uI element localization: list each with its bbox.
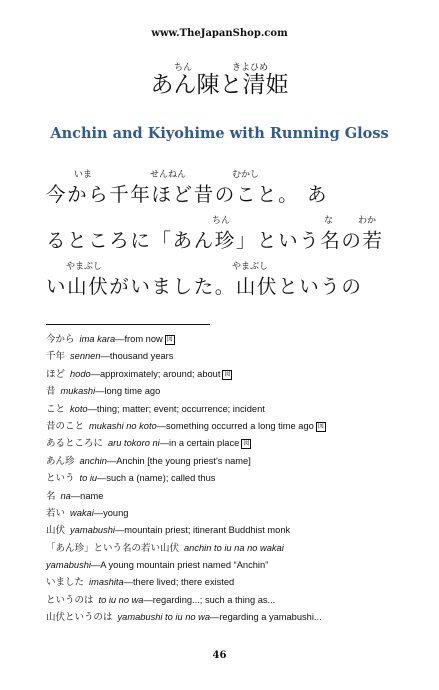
gloss-definition: —regarding a yamabushi...	[210, 612, 322, 623]
gloss-japanese: というのは	[46, 594, 94, 606]
passage-line-2	[46, 213, 406, 259]
gloss-item	[46, 592, 416, 609]
gloss-definition: —A young mountain priest named “Anchin”	[90, 560, 269, 571]
gloss-definition: —approximately; around; about	[90, 368, 221, 379]
diagram-icon[interactable]: 図	[243, 440, 250, 448]
furigana: ちん	[212, 216, 231, 226]
gloss-romaji: to iu no wa	[98, 594, 144, 605]
gloss-japanese: 名	[46, 490, 56, 502]
gloss-japanese: 若い	[46, 507, 66, 519]
gloss-japanese: 今から	[46, 334, 75, 345]
gloss-item	[46, 470, 416, 487]
gloss-definition: —mountain priest; itinerant Buddhist monk	[114, 525, 291, 536]
furigana: むかし	[232, 170, 260, 180]
gloss-romaji: yamabushi to iu no wa	[117, 612, 211, 623]
gloss-romaji: imashita	[89, 577, 124, 588]
gloss-item	[46, 488, 416, 505]
gloss-item	[46, 453, 416, 470]
gloss-definition: —thing; matter; event; occurrence; incident	[87, 403, 265, 414]
gloss-item	[46, 348, 416, 365]
gloss-romaji: yamabushi	[46, 560, 91, 571]
furigana: やまぶし	[66, 262, 103, 272]
gloss-romaji: to iu	[79, 473, 98, 484]
gloss-list	[46, 331, 416, 627]
passage-text: い山伏がいました。山伏というの	[46, 275, 363, 298]
gloss-japanese: という	[46, 473, 75, 485]
gloss-romaji: na	[60, 490, 71, 501]
furigana: わか	[358, 216, 377, 226]
gloss-japanese: 千年	[46, 351, 66, 363]
title-furigana	[0, 60, 439, 71]
gloss-romaji: hodo	[70, 368, 91, 379]
gloss-item	[46, 418, 416, 435]
gloss-definition: —long time ago	[95, 386, 161, 397]
gloss-item	[46, 331, 416, 348]
gloss-japanese: あるところに	[46, 438, 104, 450]
gloss-japanese: 山伏というのは	[46, 612, 113, 624]
gloss-item	[46, 609, 416, 626]
gloss-item	[46, 505, 416, 522]
gloss-definition: —regarding...; such a thing as...	[143, 594, 276, 605]
gloss-item	[46, 401, 416, 418]
title-furigana-kiyohime: きよひめ	[232, 63, 269, 73]
gloss-japanese: 昔のこと	[46, 420, 85, 432]
gloss-romaji: yamabushi	[70, 525, 115, 536]
passage-text: るところに「あん珍」という名の若	[46, 229, 384, 252]
gloss-japanese: あん珍	[46, 455, 75, 467]
gloss-japanese: 昔	[46, 386, 56, 398]
footnote-divider	[46, 324, 210, 325]
title-furigana-chin: ちん	[174, 63, 193, 73]
gloss-romaji: anchin	[79, 455, 107, 466]
gloss-romaji: mukashi no koto	[89, 420, 157, 431]
passage-text: 今から千年ほど昔のこと。 あ	[46, 183, 329, 206]
site-url: www.TheJapanShop.com	[151, 28, 288, 39]
story-passage	[46, 167, 406, 305]
gloss-item	[46, 366, 416, 383]
gloss-item	[46, 383, 416, 400]
gloss-item	[46, 574, 416, 591]
furigana: いま	[74, 170, 93, 180]
gloss-definition: —such a (name); called thus	[97, 473, 216, 484]
gloss-japanese: 山伏	[46, 525, 66, 537]
gloss-romaji: sennen	[70, 351, 101, 362]
gloss-definition: —something occurred a long time ago	[156, 420, 314, 431]
gloss-romaji: koto	[70, 403, 88, 414]
diagram-icon[interactable]: 図	[166, 336, 173, 343]
gloss-definition: —name	[70, 490, 104, 501]
gloss-japanese: いました	[46, 577, 85, 589]
gloss-item	[46, 557, 416, 574]
gloss-romaji: wakai	[70, 507, 94, 518]
gloss-definition: —Anchin [the young priest's name]	[106, 455, 251, 466]
passage-line-3	[46, 259, 406, 305]
gloss-definition: —from now	[115, 334, 163, 344]
gloss-romaji: ima kara	[79, 334, 116, 344]
gloss-romaji: anchin to iu na no wakai	[184, 542, 284, 553]
gloss-romaji: mukashi	[60, 386, 96, 397]
subtitle: Anchin and Kiyohime with Running Gloss	[50, 125, 389, 142]
passage-line-1	[46, 167, 406, 213]
page-number: 46	[212, 650, 227, 661]
gloss-definition: —thousand years	[100, 351, 174, 362]
diagram-icon[interactable]: 図	[317, 422, 324, 430]
title-block	[0, 60, 439, 99]
gloss-item	[46, 522, 416, 539]
gloss-definition: —in a certain place	[159, 438, 240, 449]
gloss-japanese: ほど	[46, 368, 66, 380]
gloss-item	[46, 540, 416, 557]
gloss-definition: —young	[93, 507, 129, 518]
furigana: やまぶし	[232, 262, 269, 272]
diagram-icon[interactable]: 図	[224, 370, 231, 378]
furigana: な	[324, 216, 334, 226]
furigana: せんねん	[150, 170, 187, 180]
gloss-japanese: 「あん珍」という名の若い山伏	[46, 542, 180, 554]
gloss-japanese: こと	[46, 403, 66, 415]
page-title: あん陳と清姫	[150, 72, 289, 98]
gloss-romaji: aru tokoro ni	[108, 438, 160, 449]
gloss-item	[46, 435, 416, 452]
gloss-definition: —there lived; there existed	[123, 577, 235, 588]
